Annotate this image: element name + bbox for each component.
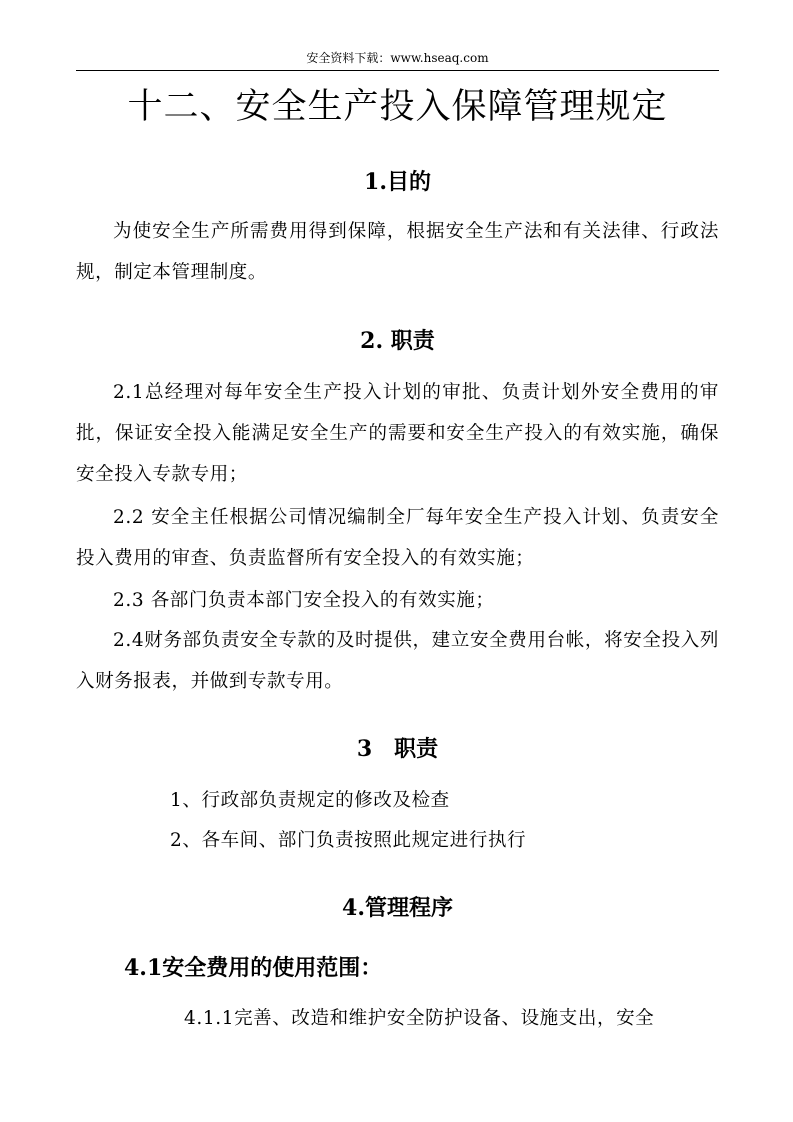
procedure-item-4-1-1: 4.1.1完善、改造和维护安全防护设备、设施支出，安全 — [184, 1008, 655, 1029]
section-heading-procedure: 4.管理程序 — [342, 895, 453, 921]
list-item: 2、各车间、部门负责按照此规定进行执行 — [170, 830, 527, 851]
section-heading-duties-3: 3 职责 — [356, 736, 439, 762]
duty-item-2-3: 2.3 各部门负责本部门安全投入的有效实施； — [113, 590, 495, 611]
duty-item-2-2: 2.2 安全主任根据公司情况编制全厂每年安全生产投入计划、负责安全投入费用的审查、负责监督所有安全投入的有效实施； — [76, 507, 719, 569]
document-title: 十二、安全生产投入保障管理规定 — [127, 87, 668, 127]
page-header: 安全资料下载：www.hseaq.com — [306, 51, 489, 65]
duty-item-2-4: 2.4财务部负责安全专款的及时提供，建立安全费用台帐，将安全投入列入财务报表，并做到专款专用。 — [76, 630, 719, 692]
duty-item-2-1: 2.1总经理对每年安全生产投入计划的审批、负责计划外安全费用的审批，保证安全投入能满足安全生产的需要和安全生产投入的有效实施，确保安全投入专款专用； — [76, 382, 719, 485]
section-heading-duties: 2. 职责 — [360, 328, 435, 354]
list-item: 1、行政部负责规定的修改及检查 — [170, 790, 450, 811]
section-heading-purpose: 1.目的 — [364, 169, 431, 195]
subsection-heading-4-1: 4.1安全费用的使用范围： — [124, 955, 383, 981]
purpose-paragraph: 为使安全生产所需费用得到保障，根据安全生产法和有关法律、行政法规，制定本管理制度。 — [76, 221, 719, 283]
header-divider — [76, 70, 719, 71]
